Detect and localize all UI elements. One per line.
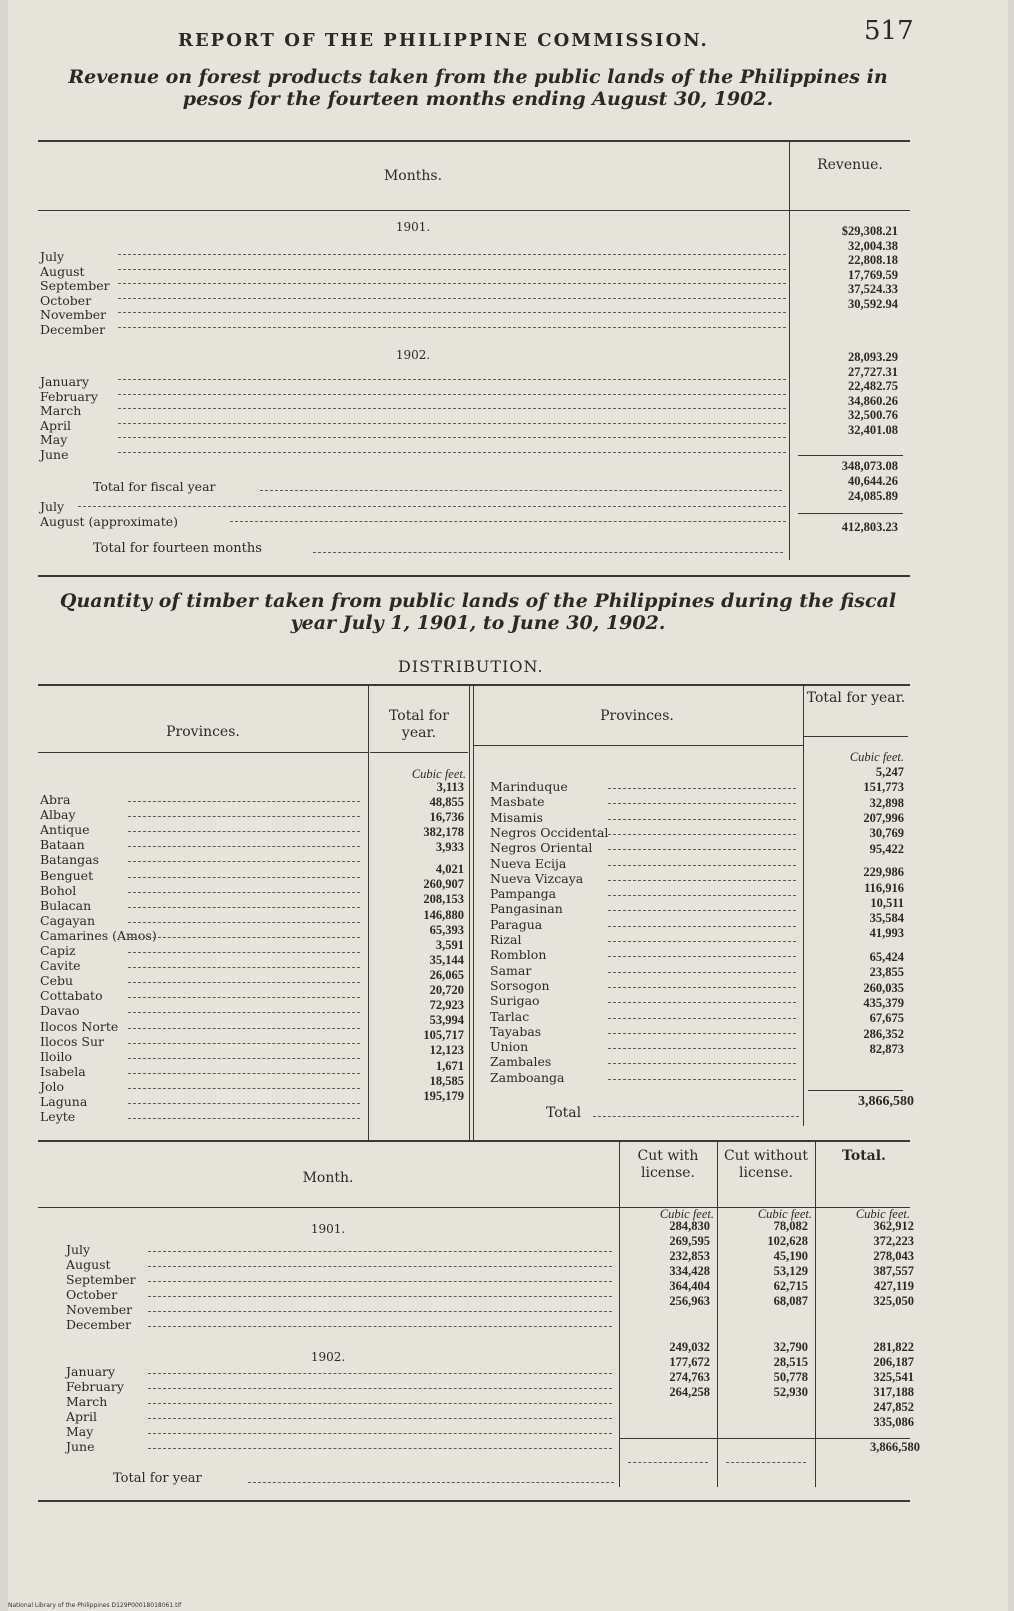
revenue-month-label: March [40, 403, 82, 418]
leader-dots [128, 861, 360, 862]
province-name: Bohol [40, 882, 77, 898]
column-divider [815, 1142, 816, 1487]
leader-dots [608, 1079, 796, 1080]
revenue-value: 22,482.75 [848, 379, 898, 393]
leader-dots [118, 283, 786, 284]
fiscal-total-label: Total for fiscal year [93, 479, 216, 494]
province-total: 5,247 [875, 765, 904, 779]
province-name: Camarines (Amos) [40, 927, 157, 943]
revenue-month-label: July [40, 249, 65, 264]
column-divider [717, 1142, 718, 1487]
province-total: 382,178 [423, 825, 464, 840]
monthly-total-value: 3,866,580 [870, 1440, 920, 1454]
monthly-total-label: Total for year [113, 1471, 202, 1486]
revenue-value: 32,401.08 [848, 422, 898, 437]
col-month: Month. [302, 1170, 354, 1186]
province-name: Cebu [40, 973, 74, 989]
province-name: Negros Oriental [490, 840, 593, 856]
province-total: 30,769 [869, 826, 904, 841]
leader-dots [128, 1058, 360, 1059]
leader-dots [118, 327, 786, 328]
province-total: 146,880 [423, 907, 464, 922]
province-total: 10,511 [870, 895, 904, 910]
leader-dots [128, 1073, 360, 1074]
province-name: Leyte [40, 1109, 76, 1125]
leader-dots [148, 1433, 612, 1434]
revenue-month-label: January [40, 374, 90, 389]
province-total: 48,855 [429, 795, 464, 810]
page-number: 517 [864, 16, 914, 46]
province-name: Iloilo [40, 1048, 72, 1064]
leader-dots [148, 1418, 612, 1419]
cut-with-license-value: 269,595 [669, 1234, 710, 1248]
month-label: December [66, 1317, 132, 1332]
province-name: Zamboanga [490, 1069, 565, 1085]
cut-with-license-value: 364,404 [669, 1279, 710, 1293]
province-name: Ilocos Sur [40, 1033, 104, 1049]
leader-dots [128, 892, 360, 893]
month-total-value: 325,541 [873, 1370, 914, 1384]
year-label: 1901. [310, 1222, 346, 1236]
province-total: 4,021 [435, 862, 464, 877]
month-total-value: 335,086 [873, 1415, 914, 1429]
province-total: 20,720 [429, 983, 464, 998]
cut-with-license-value: 264,258 [669, 1385, 710, 1399]
unit-label: Cubic feet. [757, 1207, 812, 1221]
month-label: March [66, 1394, 108, 1409]
leader-dots [608, 849, 796, 850]
leader-dots [608, 865, 796, 866]
month-label: May [66, 1424, 94, 1439]
revenue-month-label: September [40, 278, 110, 293]
revenue-month-label: February [40, 388, 98, 404]
cut-with-license-value: 284,830 [669, 1219, 710, 1233]
column-divider [473, 686, 474, 1141]
province-name: Abra [40, 792, 71, 807]
province-name: Davao [40, 1003, 80, 1019]
leader-dots [128, 831, 360, 832]
revenue-value: 17,769.59 [848, 267, 898, 282]
leader-dots [128, 1088, 360, 1089]
province-name: Cottabato [40, 988, 103, 1004]
province-total: 65,393 [429, 922, 464, 937]
unit-label: Cubic feet. [855, 1207, 910, 1221]
leader-dots [608, 956, 796, 957]
document-page [8, 0, 1008, 1611]
province-name: Nueva Vizcaya [490, 870, 584, 886]
leader-dots [128, 1103, 360, 1104]
leader-dots [128, 846, 360, 847]
province-total: 53,994 [429, 1013, 464, 1028]
cut-without-license-value: 50,778 [773, 1370, 808, 1384]
leader-dots [148, 1388, 612, 1389]
revenue-value: $29,308.21 [841, 224, 898, 238]
province-total: 260,907 [423, 877, 464, 892]
leader-dots [608, 803, 796, 804]
province-name: Antique [40, 822, 90, 838]
cut-without-license-value: 52,930 [773, 1385, 808, 1399]
leader-dots [248, 1482, 614, 1483]
leader-dots [608, 910, 796, 911]
province-name: Bataan [40, 837, 85, 853]
rule [473, 745, 803, 746]
leader-dots [726, 1462, 806, 1463]
revenue-month-label: June [40, 446, 69, 462]
rule [798, 455, 903, 456]
province-total: 18,585 [429, 1073, 464, 1088]
province-total: 67,675 [869, 1011, 904, 1026]
leader-dots [118, 298, 786, 299]
leader-dots [128, 816, 360, 817]
month-total-value: 325,050 [873, 1294, 914, 1308]
province-total: 229,986 [863, 865, 904, 880]
leader-dots [128, 1118, 360, 1119]
province-name: Nueva Ecija [490, 855, 567, 871]
revenue-month-label: August (approximate) [40, 514, 179, 529]
province-total: 23,855 [869, 965, 904, 980]
revenue-month-label: December [40, 321, 106, 337]
province-name: Tarlac [490, 1008, 530, 1024]
province-name: Capiz [40, 943, 76, 958]
revenue-value: 32,004.38 [848, 238, 898, 253]
revenue-value: 27,727.31 [848, 364, 898, 379]
rule [38, 575, 910, 577]
revenue-value: 22,808.18 [848, 253, 898, 267]
month-label: July [66, 1242, 91, 1257]
month-label: October [66, 1287, 118, 1302]
province-name: Tayabas [490, 1023, 542, 1039]
leader-dots [608, 972, 796, 973]
leader-dots [608, 1002, 796, 1003]
rule [38, 1500, 910, 1502]
province-total: 1,671 [435, 1058, 464, 1073]
province-name: Sorsogon [490, 977, 550, 993]
province-name: Rizal [490, 932, 522, 947]
province-name: Isabela [40, 1063, 86, 1079]
column-divider [619, 1142, 620, 1487]
revenue-caption: Revenue on forest products taken from the public lands of the Philippines in pesos for the fourteen months ending August 30, 1902. [68, 66, 888, 110]
leader-dots [118, 408, 786, 409]
leader-dots [78, 506, 786, 507]
province-name: Union [490, 1039, 529, 1055]
leader-dots [148, 1448, 612, 1449]
cut-without-license-value: 78,082 [773, 1219, 808, 1233]
province-name: Bulacan [40, 897, 92, 913]
year-label: 1901. [395, 220, 431, 234]
province-total: 95,422 [869, 841, 904, 856]
leader-dots [628, 1462, 708, 1463]
leader-dots [128, 982, 360, 983]
leader-dots [148, 1403, 612, 1404]
leader-dots [128, 997, 360, 998]
leader-dots [118, 269, 786, 270]
leader-dots [118, 394, 786, 395]
rule [38, 1140, 910, 1142]
distribution-title: DISTRIBUTION. [398, 657, 544, 676]
leader-dots [608, 926, 796, 927]
province-total: 65,424 [869, 950, 904, 965]
month-total-value: 281,822 [873, 1340, 914, 1354]
province-total: 35,144 [429, 952, 464, 967]
province-total: 286,352 [863, 1026, 904, 1041]
revenue-value: 28,093.29 [848, 350, 898, 364]
province-name: Surigao [490, 993, 540, 1009]
month-label: August [66, 1257, 111, 1272]
province-total: 208,153 [423, 892, 464, 907]
leader-dots [128, 922, 360, 923]
province-total: 3,933 [435, 840, 464, 855]
revenue-value: 34,860.26 [848, 393, 898, 408]
province-total: 151,773 [863, 780, 904, 795]
leader-dots [608, 1033, 796, 1034]
leader-dots [118, 312, 786, 313]
month-label: January [66, 1364, 116, 1379]
leader-dots [128, 1012, 360, 1013]
rule [808, 1090, 903, 1091]
leader-dots [128, 1028, 360, 1029]
province-name: Batangas [40, 852, 100, 868]
leader-dots [608, 941, 796, 942]
timber-total-label: Total [546, 1105, 582, 1121]
province-total: 12,123 [429, 1043, 464, 1058]
cut-with-license-value: 334,428 [669, 1264, 710, 1278]
leader-dots [608, 1063, 796, 1064]
timber-caption: Quantity of timber taken from public lands of the Philippines during the fiscal year July 1, 1901, to June 30, 1902. [59, 590, 897, 634]
province-total: 41,993 [869, 926, 904, 941]
revenue-value: 37,524.33 [848, 282, 898, 296]
province-name: Laguna [40, 1094, 88, 1109]
revenue-month-label: August [40, 263, 85, 279]
province-name: Pampanga [490, 886, 557, 902]
revenue-month-label: October [40, 292, 92, 308]
province-name: Paragua [490, 916, 543, 932]
grand-total-label: Total for fourteen months [93, 541, 262, 556]
month-total-value: 372,223 [873, 1234, 914, 1248]
col-provinces-left: Provinces. [166, 724, 240, 740]
rule [798, 513, 903, 514]
unit-label: Cubic feet. [411, 767, 466, 781]
leader-dots [608, 895, 796, 896]
revenue-value: 30,592.94 [848, 296, 898, 311]
rule [38, 752, 368, 753]
province-total: 16,736 [429, 810, 464, 825]
province-total: 435,379 [863, 996, 904, 1011]
cut-without-license-value: 28,515 [773, 1355, 808, 1369]
month-total-value: 247,852 [873, 1400, 914, 1414]
province-name: Negros Occidental [490, 824, 609, 840]
month-total-value: 317,188 [873, 1385, 914, 1399]
province-name: Benguet [40, 867, 94, 883]
month-label: April [66, 1409, 97, 1424]
leader-dots [608, 880, 796, 881]
leader-dots [148, 1326, 612, 1327]
leader-dots [128, 967, 360, 968]
unit-label: Cubic feet. [849, 750, 904, 764]
province-total: 3,591 [435, 937, 464, 952]
year-label: 1902. [310, 1350, 346, 1364]
province-total: 195,179 [423, 1088, 464, 1103]
province-total: 3,113 [436, 780, 464, 794]
leader-dots [313, 552, 783, 553]
cut-with-license-value: 256,963 [669, 1294, 710, 1308]
leader-dots [260, 490, 782, 491]
leader-dots [608, 819, 796, 820]
province-name: Albay [40, 807, 76, 823]
province-name: Pangasinan [490, 901, 563, 917]
month-total-value: 206,187 [873, 1355, 914, 1369]
province-name: Ilocos Norte [40, 1018, 119, 1034]
col-cut-with-license: Cut with license. [637, 1148, 699, 1181]
leader-dots [608, 834, 796, 835]
revenue-month-label: May [40, 432, 68, 447]
leader-dots [608, 987, 796, 988]
leader-dots [148, 1251, 612, 1252]
cut-with-license-value: 232,853 [669, 1249, 710, 1263]
running-title: REPORT OF THE PHILIPPINE COMMISSION. [178, 30, 709, 51]
province-name: Samar [490, 962, 532, 978]
leader-dots [118, 379, 786, 380]
cut-with-license-value: 249,032 [669, 1340, 710, 1354]
revenue-month-label: April [40, 417, 71, 433]
cut-without-license-value: 62,715 [773, 1279, 808, 1293]
province-name: Jolo [40, 1078, 65, 1094]
province-name: Cavite [40, 958, 81, 974]
province-name: Misamis [490, 809, 543, 825]
col-cut-without-license: Cut without license. [724, 1148, 808, 1181]
col-total-left: Total for year. [389, 708, 449, 741]
revenue-col-revenue: Revenue. [817, 157, 883, 173]
province-total: 72,923 [429, 998, 464, 1013]
province-name: Cagayan [40, 912, 96, 928]
revenue-value: 24,085.89 [848, 489, 898, 503]
rule [38, 140, 910, 142]
province-name: Romblon [490, 947, 547, 963]
leader-dots [118, 452, 786, 453]
col-total: Total. [842, 1148, 886, 1164]
province-total: 26,065 [429, 967, 464, 982]
leader-dots [593, 1116, 799, 1117]
rule [620, 1438, 910, 1439]
unit-label: Cubic feet. [659, 1207, 714, 1221]
cut-without-license-value: 102,628 [767, 1234, 808, 1248]
fiscal-total-value: 348,073.08 [841, 459, 898, 473]
cut-without-license-value: 53,129 [773, 1264, 808, 1278]
leader-dots [118, 254, 786, 255]
cut-with-license-value: 177,672 [669, 1355, 710, 1369]
leader-dots [230, 521, 786, 522]
province-total: 260,035 [863, 980, 904, 995]
month-total-value: 387,557 [873, 1264, 914, 1278]
leader-dots [128, 1043, 360, 1044]
rule [370, 752, 468, 753]
revenue-month-label: July [40, 499, 65, 514]
province-total: 207,996 [863, 810, 904, 825]
leader-dots [128, 952, 360, 953]
revenue-col-months: Months. [383, 168, 443, 184]
province-name: Marinduque [490, 779, 568, 794]
province-name: Zambales [490, 1054, 552, 1070]
year-label: 1902. [395, 348, 431, 362]
province-total: 82,873 [869, 1041, 904, 1056]
leader-dots [148, 1296, 612, 1297]
leader-dots [148, 1266, 612, 1267]
leader-dots [608, 788, 796, 789]
month-label: September [66, 1272, 136, 1287]
leader-dots [608, 1048, 796, 1049]
leader-dots [608, 1018, 796, 1019]
rule [804, 736, 908, 737]
cut-without-license-value: 68,087 [773, 1294, 808, 1308]
province-total: 32,898 [869, 795, 904, 810]
column-divider [368, 686, 369, 1141]
leader-dots [118, 437, 786, 438]
leader-dots [128, 801, 360, 802]
rule [38, 684, 910, 686]
province-total: 105,717 [423, 1028, 464, 1043]
month-total-value: 427,119 [874, 1279, 914, 1293]
revenue-value: 40,644.26 [848, 474, 898, 488]
cut-without-license-value: 45,190 [773, 1249, 808, 1263]
leader-dots [128, 907, 360, 908]
month-label: June [66, 1439, 95, 1454]
leader-dots [148, 1311, 612, 1312]
leader-dots [148, 1373, 612, 1374]
month-total-value: 278,043 [873, 1249, 914, 1263]
col-total-right: Total for year. [806, 690, 906, 706]
month-total-value: 362,912 [873, 1219, 914, 1233]
province-total: 116,916 [864, 880, 904, 895]
province-name: Masbate [490, 794, 545, 810]
cut-without-license-value: 32,790 [773, 1340, 808, 1354]
province-total: 35,584 [869, 911, 904, 926]
leader-dots [118, 423, 786, 424]
grand-total-value: 412,803.23 [841, 520, 898, 534]
leader-dots [148, 1281, 612, 1282]
cut-with-license-value: 274,763 [669, 1370, 710, 1384]
leader-dots [128, 877, 360, 878]
leader-dots [128, 937, 360, 938]
scan-footer: National Library of the Philippines D129P00018018061.tif [8, 1602, 182, 1609]
revenue-month-label: November [40, 307, 107, 322]
month-label: November [66, 1302, 133, 1317]
column-divider [469, 686, 470, 1141]
month-label: February [66, 1379, 124, 1394]
col-provinces-right: Provinces. [600, 708, 674, 724]
revenue-value: 32,500.76 [848, 408, 898, 422]
timber-total-value: 3,866,580 [858, 1094, 914, 1109]
rule [38, 210, 910, 211]
